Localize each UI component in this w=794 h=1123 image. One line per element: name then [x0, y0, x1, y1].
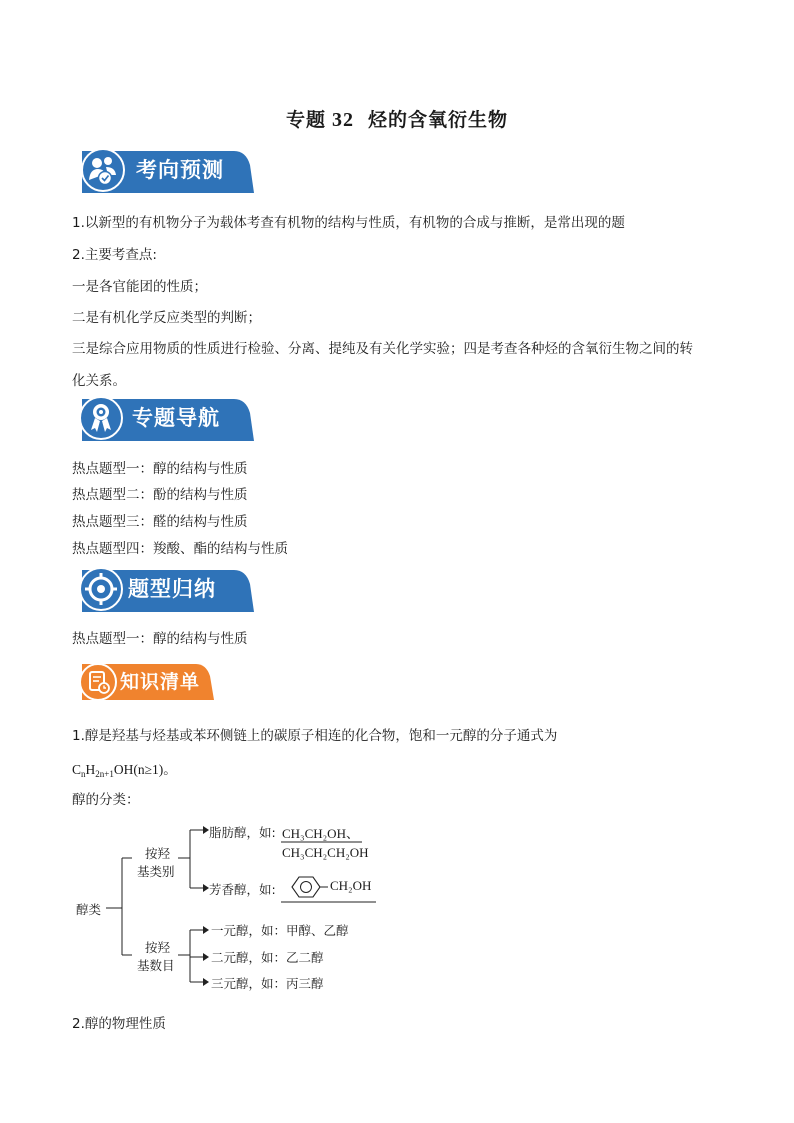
forecast-line-3: 一是各官能团的性质； — [72, 279, 207, 295]
tree-trihydric: 三元醇，如：丙三醇 — [211, 976, 324, 991]
tree-aromatic-example: CH₂OH — [330, 878, 372, 893]
section-banner-navigation — [78, 395, 254, 441]
title-prefix: 专题 — [285, 109, 326, 131]
forecast-line-2: 2.主要考查点: — [72, 247, 157, 263]
tree-aliphatic-example-1: CH₃CH₂OH、 — [282, 826, 359, 841]
banner-label: 考向预测 — [136, 158, 224, 182]
formula-c: C — [72, 762, 82, 777]
section-banner-forecast — [78, 147, 254, 193]
general-formula — [72, 758, 177, 779]
nav-item-2: 热点题型二：酚的结构与性质 — [72, 487, 248, 503]
knowledge-para-1: 1.醇是羟基与烃基或苯环侧链上的碳原子相连的化合物，饱和一元醇的分子通式为 — [72, 728, 558, 744]
tree-by-type-line-2: 基类别 — [137, 864, 175, 879]
tree-monohydric: 一元醇，如：甲醇、乙醇 — [211, 923, 349, 938]
forecast-line-6: 化关系。 — [72, 373, 126, 389]
tree-aliphatic-example-2: CH₃CH₂CH₂OH — [282, 845, 369, 860]
knowledge-para-3: 醇的分类： — [72, 792, 140, 808]
formula-sub-n: n — [81, 769, 86, 779]
title-number: 32 — [332, 109, 354, 131]
section-banner-knowledge — [78, 660, 214, 706]
knowledge-para-4: 2.醇的物理性质 — [72, 1016, 166, 1032]
tree-root: 醇类 — [76, 902, 102, 917]
section-banner-induction — [78, 566, 254, 612]
nav-item-1: 热点题型一：醇的结构与性质 — [72, 461, 248, 477]
tree-by-count-line-2: 基数目 — [137, 958, 175, 973]
tree-by-count-line-1: 按羟 — [145, 940, 171, 955]
tree-by-type-line-1: 按羟 — [145, 846, 171, 861]
nav-item-4: 热点题型四：羧酸、酯的结构与性质 — [72, 541, 288, 557]
forecast-line-4: 二是有机化学反应类型的判断； — [72, 310, 261, 326]
banner-label: 题型归纳 — [128, 577, 216, 601]
tree-aliphatic: 脂肪醇，如: — [209, 825, 276, 840]
formula-rest: OH(n≥1)。 — [113, 762, 177, 777]
formula-h: H — [85, 762, 96, 777]
banner-label: 知识清单 — [120, 671, 201, 693]
forecast-line-5: 三是综合应用物质的性质进行检验、分离、提纯及有关化学实验；四是考查各种烃的含氧衍生物之间的转 — [72, 341, 693, 357]
formula-sub-2n1: 2n+1 — [95, 769, 114, 779]
banner-label: 专题导航 — [132, 406, 220, 430]
induction-item-1: 热点题型一：醇的结构与性质 — [72, 631, 248, 647]
forecast-line-1: 1.以新型的有机物分子为载体考查有机物的结构与性质，有机物的合成与推断，是常出现的题 — [72, 215, 625, 231]
tree-aromatic: 芳香醇，如: — [209, 882, 276, 897]
title-name: 烃的含氧衍生物 — [368, 109, 509, 131]
tree-dihydric: 二元醇，如：乙二醇 — [211, 950, 324, 965]
nav-item-3: 热点题型三：醛的结构与性质 — [72, 514, 248, 530]
page-title — [0, 105, 794, 132]
